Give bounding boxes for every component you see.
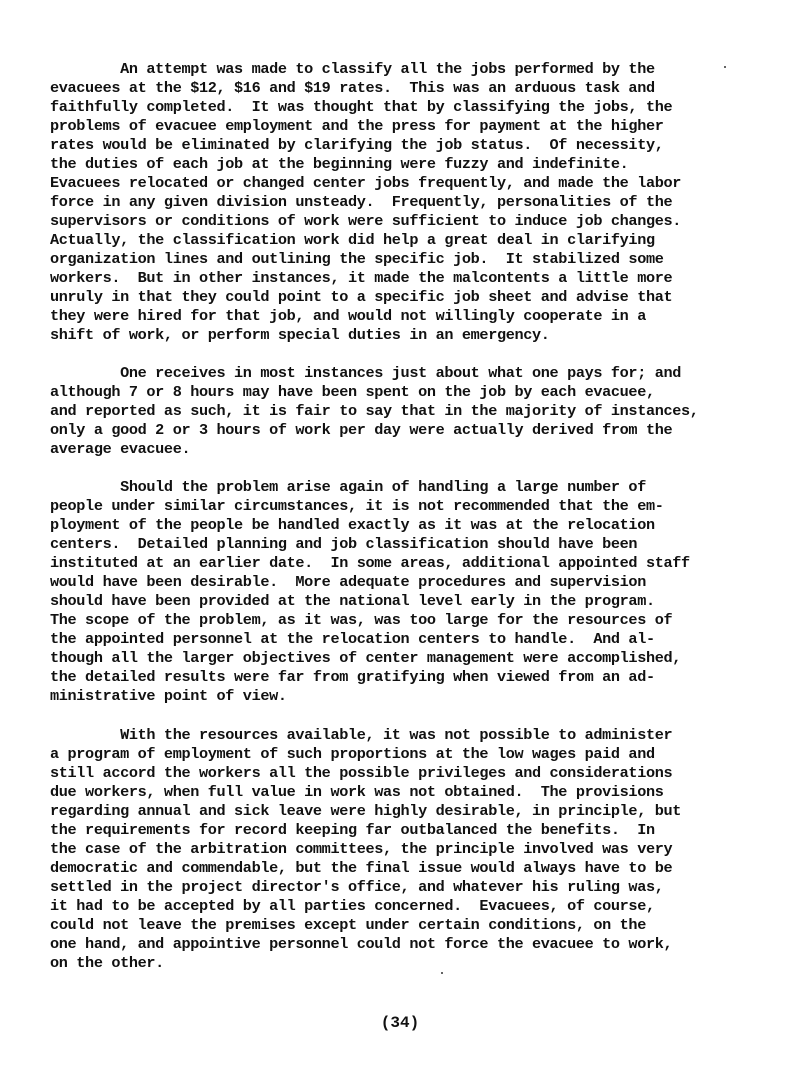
- text-line: the requirements for record keeping far outbalanced the benefits. In: [50, 821, 655, 839]
- text-line: evacuees at the $12, $16 and $19 rates. This was an arduous task and: [50, 79, 655, 97]
- text-line: Evacuees relocated or changed center jobs frequently, and made the labor: [50, 174, 682, 192]
- text-line: due workers, when full value in work was not obtained. The provisions: [50, 783, 664, 801]
- text-line: democratic and commendable, but the final issue would always have to be: [50, 859, 673, 877]
- text-line: One receives in most instances just about what one pays for; and: [50, 364, 682, 382]
- text-line: shift of work, or perform special duties in an emergency.: [50, 326, 550, 344]
- text-line: still accord the workers all the possible privileges and considerations: [50, 764, 673, 782]
- page-number: (34): [380, 1014, 420, 1032]
- text-line: regarding annual and sick leave were highly desirable, in principle, but: [50, 802, 682, 820]
- text-line: the appointed personnel at the relocation centers to handle. And al-: [50, 630, 655, 648]
- paragraph-resources: [50, 726, 770, 973]
- text-line: problems of evacuee employment and the press for payment at the higher: [50, 117, 664, 135]
- text-line: rates would be eliminated by clarifying the job status. Of necessity,: [50, 136, 664, 154]
- text-line: would have been desirable. More adequate procedures and supervision: [50, 573, 646, 591]
- text-line: could not leave the premises except under certain conditions, on the: [50, 916, 646, 934]
- text-line: With the resources available, it was not possible to administer: [50, 726, 673, 744]
- text-line: on the other.: [50, 954, 164, 972]
- text-line: people under similar circumstances, it is not recommended that the em-: [50, 497, 664, 515]
- text-line: though all the larger objectives of center management were accomplished,: [50, 649, 682, 667]
- text-line: unruly in that they could point to a specific job sheet and advise that: [50, 288, 673, 306]
- text-line: Should the problem arise again of handling a large number of: [50, 478, 646, 496]
- text-line: ministrative point of view.: [50, 687, 287, 705]
- text-line: they were hired for that job, and would not willingly cooperate in a: [50, 307, 646, 325]
- text-line: only a good 2 or 3 hours of work per day were actually derived from the: [50, 421, 673, 439]
- text-line: it had to be accepted by all parties concerned. Evacuees, of course,: [50, 897, 655, 915]
- text-line: the detailed results were far from gratifying when viewed from an ad-: [50, 668, 655, 686]
- text-line: faithfully completed. It was thought that by classifying the jobs, the: [50, 98, 673, 116]
- text-line: The scope of the problem, as it was, was too large for the resources of: [50, 611, 673, 629]
- text-line: the duties of each job at the beginning were fuzzy and indefinite.: [50, 155, 629, 173]
- text-line: one hand, and appointive personnel could not force the evacuee to work,: [50, 935, 673, 953]
- text-line: the case of the arbitration committees, the principle involved was very: [50, 840, 673, 858]
- paragraph-hours-worked: [50, 364, 770, 459]
- text-line: a program of employment of such proportions at the low wages paid and: [50, 745, 655, 763]
- text-line: average evacuee.: [50, 440, 191, 458]
- text-line: although 7 or 8 hours may have been spent on the job by each evacuee,: [50, 383, 655, 401]
- text-line: should have been provided at the national level early in the program.: [50, 592, 655, 610]
- text-line: Actually, the classification work did help a great deal in clarifying: [50, 231, 655, 249]
- text-line: centers. Detailed planning and job classification should have been: [50, 535, 638, 553]
- text-line: instituted at an earlier date. In some areas, additional appointed staff: [50, 554, 690, 572]
- text-line: ployment of the people be handled exactly as it was at the relocation: [50, 516, 655, 534]
- scan-speck: [724, 66, 726, 68]
- text-line: An attempt was made to classify all the jobs performed by the: [50, 60, 655, 78]
- paragraph-job-classification: [50, 60, 770, 345]
- text-line: settled in the project director's office, and whatever his ruling was,: [50, 878, 664, 896]
- scan-speck: [441, 972, 443, 974]
- text-line: supervisors or conditions of work were sufficient to induce job changes.: [50, 212, 682, 230]
- text-line: and reported as such, it is fair to say that in the majority of instances,: [50, 402, 699, 420]
- paragraph-recommendations: [50, 478, 770, 706]
- text-line: organization lines and outlining the specific job. It stabilized some: [50, 250, 664, 268]
- text-line: workers. But in other instances, it made the malcontents a little more: [50, 269, 673, 287]
- text-line: force in any given division unsteady. Frequently, personalities of the: [50, 193, 673, 211]
